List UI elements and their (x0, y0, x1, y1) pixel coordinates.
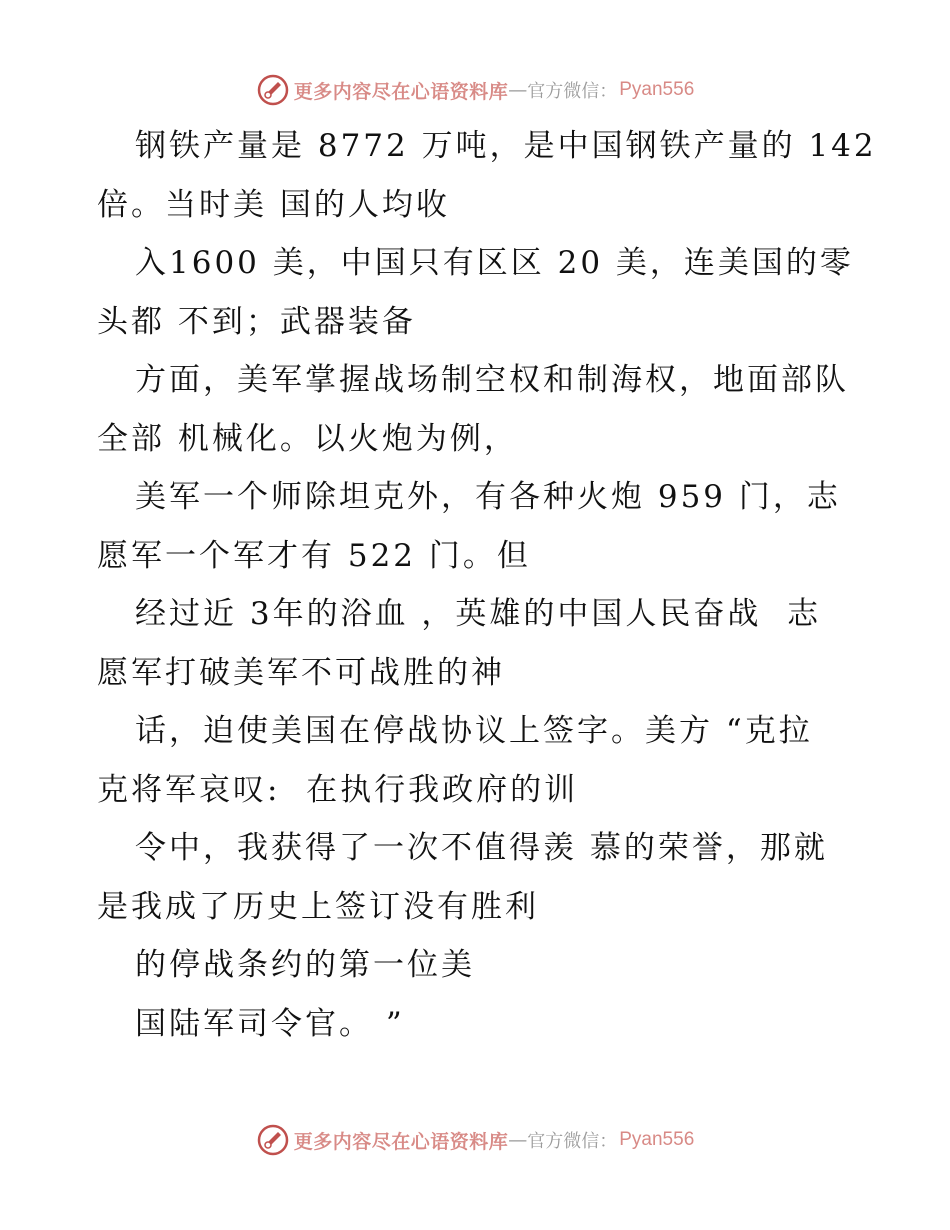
text-line: 经过近 3年的浴血 ，英雄的中国人民奋战 志 (135, 596, 822, 632)
header-banner (0, 70, 950, 110)
header-wechat-label: 官方微信： (527, 81, 618, 102)
text-line: 克将军哀叹: 在执行我政府的训 (97, 771, 579, 808)
header-wechat-id: Pyan556 (619, 79, 695, 100)
text-line: 国陆军司令官。 ” (135, 1005, 405, 1042)
text-line: 令中，我获得了一次不值得羡 慕的荣誉，那就 (135, 830, 828, 866)
footer-separator: — (508, 1129, 528, 1151)
footer-wechat-id: Pyan556 (619, 1129, 695, 1150)
text-line: 愿军一个军才有 522 门。但 (97, 537, 531, 574)
logo-icon (256, 1123, 290, 1157)
text-line: 钢铁产量是 8772 万吨，是中国钢铁产量的 142 (135, 128, 877, 164)
body-text (97, 117, 877, 1053)
text-line: 是我成了历史上签订没有胜利 (97, 888, 539, 925)
logo-icon (256, 73, 290, 107)
text-line: 头都 不到；武器装备 (97, 303, 416, 340)
text-line: 全部 机械化。以火炮为例， (97, 420, 518, 457)
text-line: 愿军打破美军不可战胜的神 (97, 654, 505, 691)
text-line: 入1600 美，中国只有区区 20 美，连美国的零 (135, 245, 854, 281)
footer-text: 更多内容尽在心语资料库 (293, 1130, 509, 1153)
text-line: 话，迫使美国在停战协议上签字。美方 “克拉 (135, 713, 813, 749)
footer-banner (0, 1120, 950, 1160)
text-line: 的停战条约的第一位美 (135, 947, 475, 983)
text-line: 倍。当时美 国的人均收 (97, 186, 450, 223)
text-line: 方面，美军掌握战场制空权和制海权，地面部队 (135, 362, 849, 398)
header-text: 更多内容尽在心语资料库 (293, 80, 509, 103)
footer-wechat-label: 官方微信： (527, 1131, 618, 1152)
text-line: 美军一个师除坦克外，有各种火炮 959 门，志 (135, 479, 841, 515)
header-separator: — (508, 79, 528, 101)
